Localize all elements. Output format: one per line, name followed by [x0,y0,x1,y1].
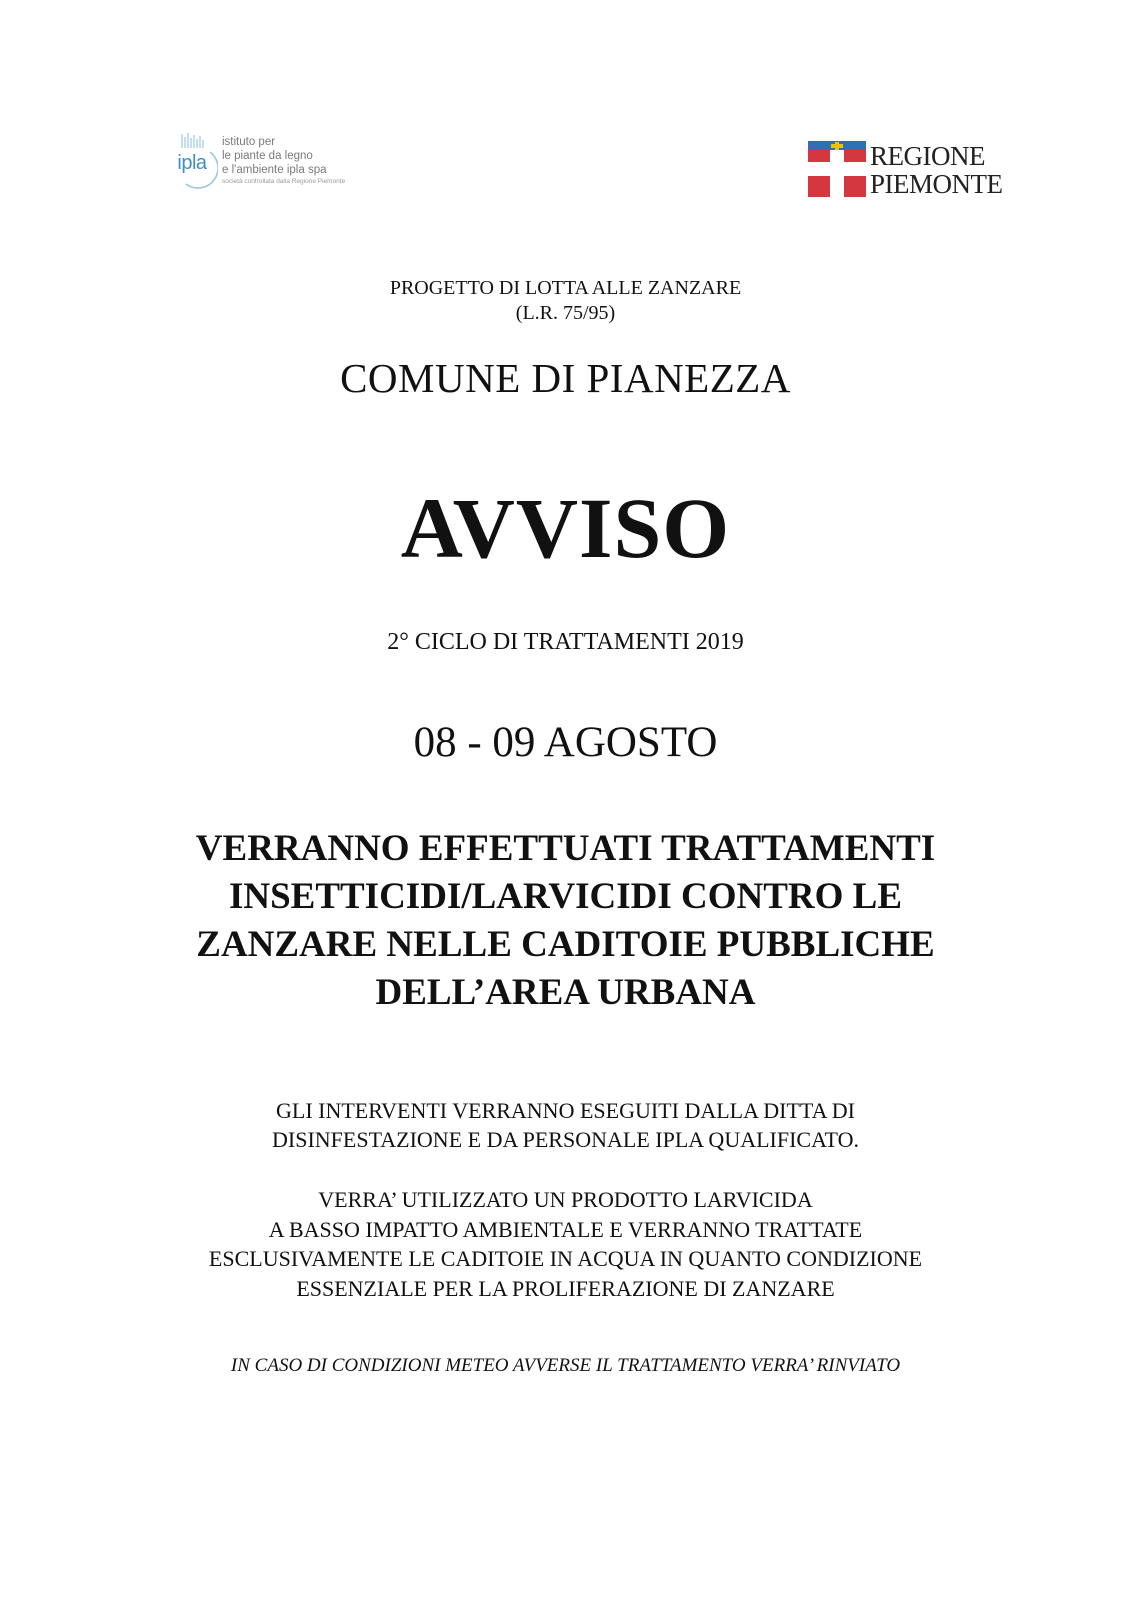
weather-note: IN CASO DI CONDIZIONI METEO AVVERSE IL TRATTAMENTO VERRA’ RINVIATO [230,1355,901,1376]
ipla-name [222,135,345,187]
headline-line: DELL’AREA URBANA [375,972,756,1013]
paragraph-line: GLI INTERVENTI VERRANNO ESEGUITI DALLA DITTA DI [276,1098,855,1123]
ipla-subline: società controllata dalla Regione Piemonte [222,178,346,185]
municipality-title: COMUNE DI PIANEZZA [340,355,791,401]
project-header [0,276,1131,326]
paragraph-line: A BASSO IMPATTO AMBIENTALE E VERRANNO TRATTATE [268,1216,863,1242]
headline-line: VERRANNO EFFETTUATI TRATTAMENTI [195,828,936,869]
paragraph-line: ESSENZIALE PER LA PROLIFERAZIONE DI ZANZARE [296,1275,835,1301]
regione-piemonte-logo [808,141,1003,201]
piemonte-line: PIEMONTE [870,169,1003,199]
notice-title: AVVISO [400,480,731,576]
regione-piemonte-name [870,142,1003,198]
paragraph-line: DISINFESTAZIONE E DA PERSONALE IPLA QUALIFICATO. [272,1127,859,1152]
ipla-wordmark: ipla [177,152,207,174]
regione-line: REGIONE [870,141,985,171]
product-paragraph [0,1185,1131,1303]
regione-shield-icon [808,141,866,197]
treatment-cycle: 2° CICLO DI TRATTAMENTI 2019 [387,629,744,655]
paragraph-line: ESCLUSIVAMENTE LE CADITOIE IN ACQUA IN QUANTO CONDIZIONE [208,1246,923,1271]
ipla-logo [166,132,366,202]
ipla-name-line: le piante da legno [222,150,313,162]
paragraph-line: VERRA’ UTILIZZATO UN PRODOTTO LARVICIDA [318,1187,813,1212]
ipla-name-line: istituto per [222,136,276,148]
law-reference: (L.R. 75/95) [515,302,616,324]
operator-paragraph [0,1096,1131,1154]
notice-headline [0,825,1131,1017]
project-title: PROGETTO DI LOTTA ALLE ZANZARE [389,277,742,299]
treatment-date: 08 - 09 AGOSTO [413,719,718,766]
headline-line: ZANZARE NELLE CADITOIE PUBBLICHE [196,924,935,965]
ipla-name-line: e l'ambiente ipla spa [222,164,327,176]
headline-line: INSETTICIDI/LARVICIDI CONTRO LE [228,876,903,917]
